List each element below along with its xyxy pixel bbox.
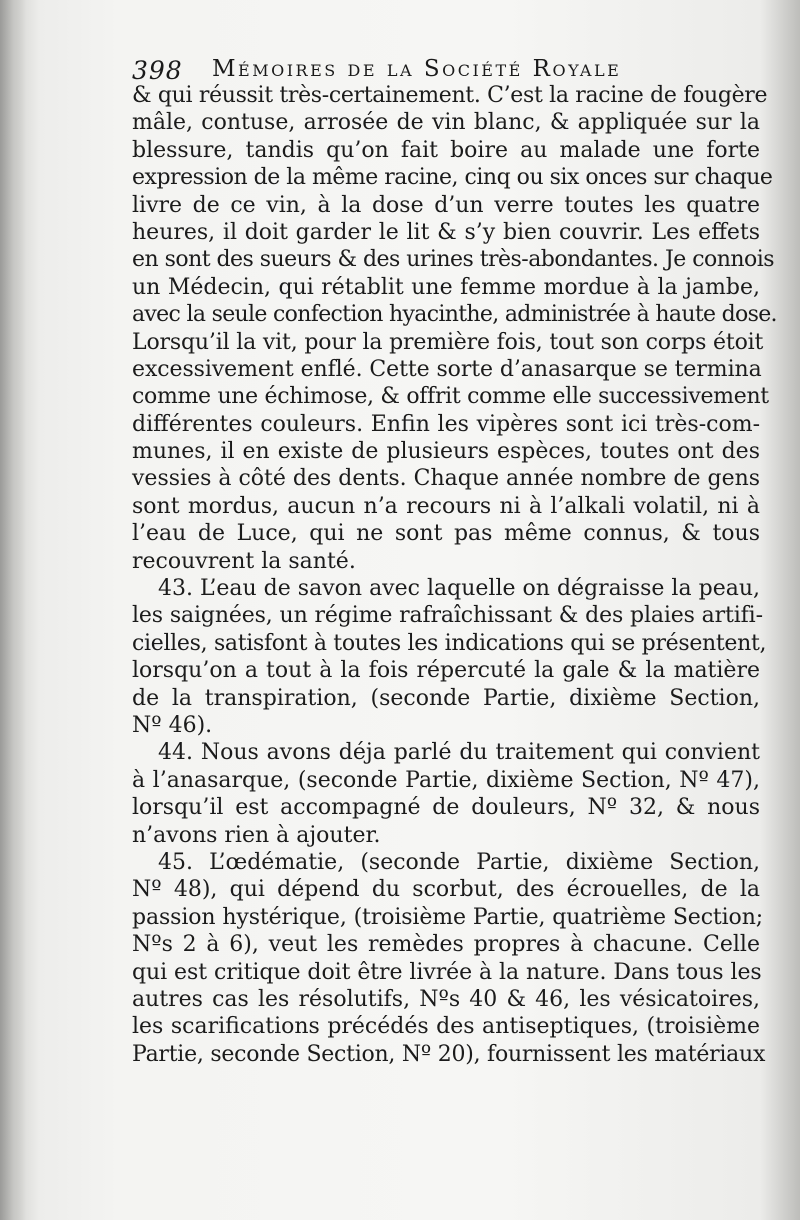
text-line: un Médecin, qui rétablit une femme mordue à la jambe, — [132, 274, 760, 300]
text-line: qui est critique doit être livrée à la nature. Dans tous les — [132, 959, 762, 985]
page-gutter-shadow — [0, 0, 26, 1220]
text-line: lorsqu’on a tout à la fois répercuté la gale & la matière — [132, 658, 760, 684]
text-line: mâle, contuse, arrosée de vin blanc, & appliquée sur la — [132, 110, 760, 136]
text-line: comme une échimose, & offrit comme elle successivement — [132, 384, 769, 410]
text-line: lorsqu’il est accompagné de douleurs, Nº 32, & nous — [132, 795, 760, 821]
text-line: munes, il en existe de plusieurs espèces, toutes ont des — [132, 439, 760, 465]
text-line: Nº 48), qui dépend du scorbut, des écrouelles, de la — [132, 877, 760, 903]
text-line: expression de la même racine, cinq ou six onces sur chaque — [132, 165, 773, 191]
text-line: excessivement enflé. Cette sorte d’anasarque se termina — [132, 356, 762, 382]
text-line: de la transpiration, (seconde Partie, dixième Section, — [132, 685, 760, 711]
text-line: en sont des sueurs & des urines très-abondantes. Je connois — [132, 247, 774, 273]
text-line: à l’anasarque, (seconde Partie, dixième Section, Nº 47), — [132, 767, 760, 793]
text-line: heures, il doit garder le lit & s’y bien couvrir. Les effets — [132, 219, 760, 245]
text-line: différentes couleurs. Enfin les vipères sont ici très-com- — [132, 411, 760, 437]
text-line: sont mordus, aucun n’a recours ni à l’alkali volatil, ni à — [132, 493, 760, 519]
text-line: cielles, satisfont à toutes les indications qui se présentent, — [132, 630, 767, 656]
text-line: blessure, tandis qu’on fait boire au malade une forte — [132, 137, 760, 163]
text-line: avec la seule confection hyacinthe, administrée à haute dose. — [132, 302, 777, 328]
body-text — [132, 82, 777, 1068]
text-line: Lorsqu’il la vit, pour la première fois, tout son corps étoit — [132, 329, 764, 355]
text-line: l’eau de Luce, qui ne sont pas même connus, & tous — [132, 521, 760, 547]
paragraph-44-start: 44. Nous avons déja parlé du traitement qui convient — [158, 740, 760, 766]
text-line: recouvrent la santé. — [132, 548, 356, 574]
text-line: Nºs 2 à 6), veut les remèdes propres à chacune. Celle — [132, 932, 760, 958]
page-number: 398 — [132, 56, 183, 85]
text-line: les scarifications précédés des antiseptiques, (troisième — [132, 1014, 760, 1040]
text-line: n’avons rien à ajouter. — [132, 822, 381, 848]
running-title: Mémoires de la Société Royale — [212, 56, 622, 82]
text-line: vessies à côté des dents. Chaque année nombre de gens — [132, 466, 761, 492]
paragraph-43-start: 43. L’eau de savon avec laquelle on dégraisse la peau, — [158, 576, 760, 602]
text-line: autres cas les résolutifs, Nºs 40 & 46, les vésicatoires, — [132, 986, 760, 1012]
text-line: livre de ce vin, à la dose d’un verre toutes les quatre — [132, 192, 760, 218]
text-line: les saignées, un régime rafraîchissant & des plaies artifi- — [132, 603, 763, 629]
text-line: Nº 46). — [132, 712, 213, 738]
paragraph-45-start: 45. L’œdématie, (seconde Partie, dixième Section, — [158, 849, 760, 875]
text-line: Partie, seconde Section, Nº 20), fournissent les matériaux — [132, 1041, 766, 1067]
text-line: passion hystérique, (troisième Partie, quatrième Section; — [132, 904, 764, 930]
text-line: & qui réussit très-certainement. C’est la racine de fougère — [132, 83, 768, 108]
